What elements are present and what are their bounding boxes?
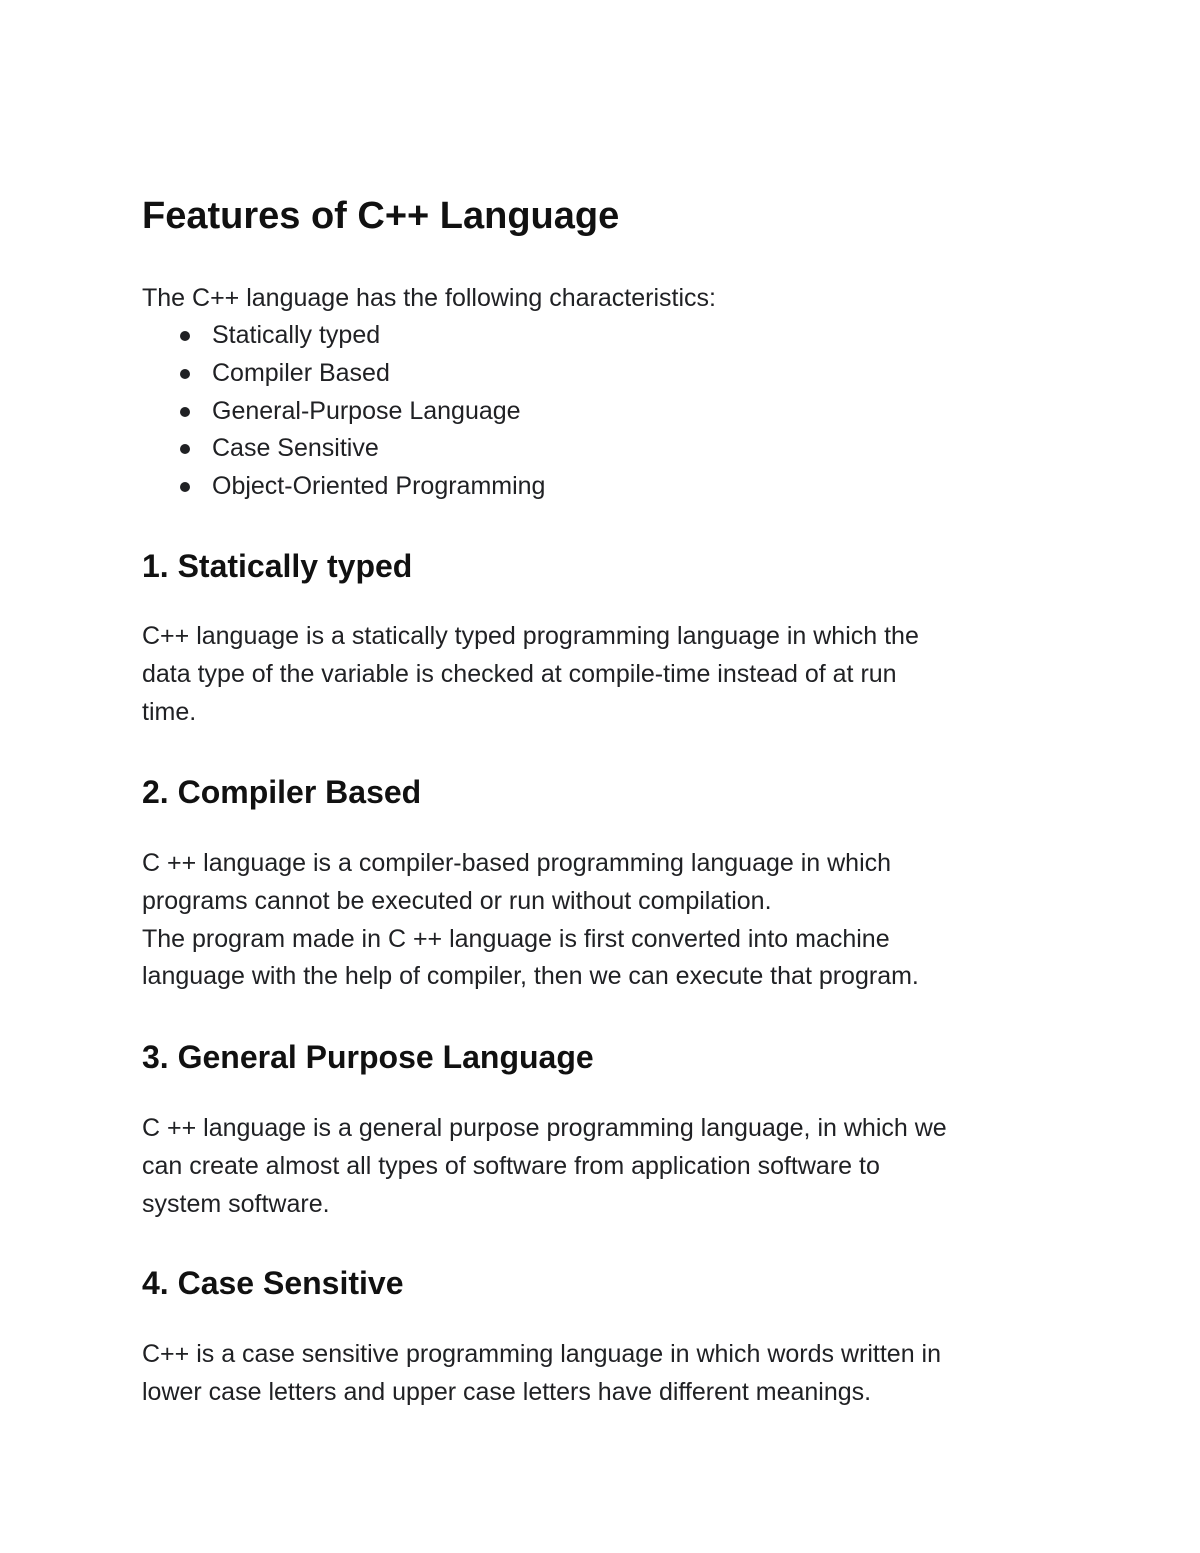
- section-heading-case-sensitive: 4. Case Sensitive: [142, 1265, 404, 1301]
- paragraph-line: data type of the variable is checked at compile-time instead of at run: [142, 659, 897, 688]
- paragraph-line: can create almost all types of software from application software to: [142, 1151, 880, 1180]
- paragraph-line: time.: [142, 697, 197, 726]
- list-item: [142, 468, 545, 506]
- section-heading-statically-typed: 1. Statically typed: [142, 548, 413, 584]
- list-item-label: Case Sensitive: [212, 434, 379, 463]
- bullet-dot-icon: [180, 444, 190, 454]
- bullet-dot-icon: [180, 331, 190, 341]
- list-item-label: Compiler Based: [212, 358, 390, 387]
- section-body-case-sensitive: [142, 1336, 1072, 1412]
- list-item: [142, 430, 545, 468]
- paragraph-line: programs cannot be executed or run without compilation.: [142, 886, 772, 915]
- paragraph-line: lower case letters and upper case letters have different meanings.: [142, 1377, 872, 1406]
- bullet-dot-icon: [180, 369, 190, 379]
- section-heading-general-purpose: 3. General Purpose Language: [142, 1039, 594, 1075]
- characteristics-list: [142, 317, 545, 506]
- intro-text: The C++ language has the following characteristics:: [142, 284, 716, 312]
- section-body-compiler-based: [142, 845, 1072, 996]
- paragraph-line: C ++ language is a general purpose programming language, in which we: [142, 1114, 947, 1142]
- paragraph-line: system software.: [142, 1189, 330, 1218]
- list-item-label: General-Purpose Language: [212, 396, 521, 425]
- paragraph-line: C++ language is a statically typed programming language in which the: [142, 622, 919, 650]
- section-body-statically-typed: [142, 618, 1072, 731]
- paragraph-line: The program made in C ++ language is first converted into machine: [142, 924, 890, 953]
- page-title: Features of C++ Language: [142, 195, 620, 237]
- section-heading-compiler-based: 2. Compiler Based: [142, 774, 422, 810]
- paragraph-line: C++ is a case sensitive programming language in which words written in: [142, 1340, 941, 1368]
- paragraph-line: language with the help of compiler, then we can execute that program.: [142, 962, 919, 991]
- paragraph-line: C ++ language is a compiler-based programming language in which: [142, 849, 892, 877]
- bullet-dot-icon: [180, 482, 190, 492]
- list-item-label: Statically typed: [212, 321, 381, 349]
- list-item: [142, 393, 545, 431]
- bullet-dot-icon: [180, 407, 190, 417]
- list-item-label: Object-Oriented Programming: [212, 472, 546, 501]
- list-item: [142, 317, 545, 355]
- list-item: [142, 355, 545, 393]
- section-body-general-purpose: [142, 1110, 1072, 1223]
